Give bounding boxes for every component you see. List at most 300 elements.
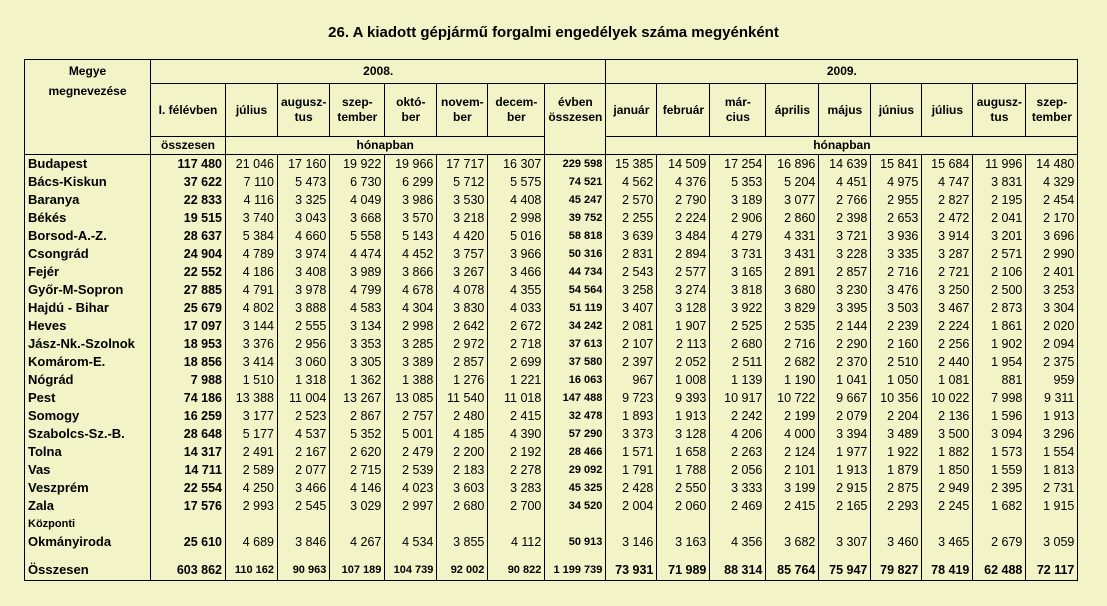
month-value-2009: 73 931 — [606, 551, 657, 581]
month-value-2008: 2 700 — [488, 497, 545, 515]
month-value-2009: 2 716 — [871, 263, 922, 281]
county-name — [25, 515, 151, 551]
year-total: 50 913 — [545, 515, 606, 551]
month-value-2009: 14 509 — [657, 155, 710, 174]
month-value-2008: 3 989 — [330, 263, 385, 281]
month-value-2009: 4 000 — [766, 425, 819, 443]
year-total: 50 316 — [545, 245, 606, 263]
table-row — [25, 245, 1078, 263]
month-value-2009: 3 296 — [1026, 425, 1078, 443]
month-value-2008: 5 177 — [226, 425, 278, 443]
month-value-2008: 4 049 — [330, 191, 385, 209]
month-value-2008: 90 822 — [488, 551, 545, 581]
month-value-2009: 2 081 — [606, 317, 657, 335]
month-value-2009: 3 395 — [819, 299, 871, 317]
month-value-2009: 2 550 — [657, 479, 710, 497]
month-value-2009: 2 680 — [710, 335, 766, 353]
month-value-2009: 3 307 — [819, 515, 871, 551]
month-value-2009: 2 242 — [710, 407, 766, 425]
month-value-2009: 1 190 — [766, 371, 819, 389]
month-value-2009: 3 059 — [1026, 515, 1078, 551]
month-value-2009: 1 596 — [973, 407, 1026, 425]
month-value-2008: 3 570 — [385, 209, 437, 227]
month-value-2008: 5 001 — [385, 425, 437, 443]
half-year-total: 17 576 — [151, 497, 226, 515]
month-value-2008: 3 177 — [226, 407, 278, 425]
month-2009-header: január — [606, 84, 657, 137]
month-value-2008: 4 689 — [226, 515, 278, 551]
table-row — [25, 515, 1078, 551]
month-value-2008: 5 473 — [278, 173, 330, 191]
month-value-2009: 1 913 — [657, 407, 710, 425]
county-name: Hajdú - Bihar — [25, 299, 151, 317]
month-value-2008: 3 389 — [385, 353, 437, 371]
month-value-2008: 4 799 — [330, 281, 385, 299]
month-value-2008: 2 491 — [226, 443, 278, 461]
month-value-2009: 4 329 — [1026, 173, 1078, 191]
month-value-2008: 3 325 — [278, 191, 330, 209]
month-value-2008: 5 352 — [330, 425, 385, 443]
month-value-2008: 1 318 — [278, 371, 330, 389]
month-value-2009: 2 790 — [657, 191, 710, 209]
month-2009-header: szep-tember — [1026, 84, 1078, 137]
half-year-total: 22 552 — [151, 263, 226, 281]
month-value-2009: 967 — [606, 371, 657, 389]
month-value-2009: 3 682 — [766, 515, 819, 551]
month-value-2008: 21 046 — [226, 155, 278, 174]
month-value-2009: 3 077 — [766, 191, 819, 209]
month-value-2009: 2 894 — [657, 245, 710, 263]
month-value-2009: 4 747 — [922, 173, 973, 191]
month-value-2008: 4 678 — [385, 281, 437, 299]
month-value-2009: 2 144 — [819, 317, 871, 335]
month-value-2008: 1 276 — [437, 371, 488, 389]
month-value-2009: 9 723 — [606, 389, 657, 407]
month-value-2009: 3 258 — [606, 281, 657, 299]
table-title: 26. A kiadott gépjármű forgalmi engedélyek száma megyénként — [328, 24, 779, 41]
month-value-2008: 13 085 — [385, 389, 437, 407]
month-value-2009: 4 562 — [606, 173, 657, 191]
month-value-2008: 2 699 — [488, 353, 545, 371]
month-value-2008: 110 162 — [226, 551, 278, 581]
month-2008-header: szep-tember — [330, 84, 385, 137]
month-value-2008: 11 540 — [437, 389, 488, 407]
month-value-2008: 2 642 — [437, 317, 488, 335]
month-value-2008: 4 474 — [330, 245, 385, 263]
half-year-total: 18 856 — [151, 353, 226, 371]
county-name-line: Okmányiroda — [28, 534, 112, 549]
month-value-2008: 17 160 — [278, 155, 330, 174]
month-value-2009: 2 041 — [973, 209, 1026, 227]
month-value-2009: 2 106 — [973, 263, 1026, 281]
month-value-2009: 2 060 — [657, 497, 710, 515]
month-value-2008: 4 534 — [385, 515, 437, 551]
month-value-2009: 2 682 — [766, 353, 819, 371]
month-value-2009: 3 829 — [766, 299, 819, 317]
month-value-2008: 4 267 — [330, 515, 385, 551]
month-value-2009: 1 658 — [657, 443, 710, 461]
month-value-2008: 19 922 — [330, 155, 385, 174]
month-value-2009: 2 716 — [766, 335, 819, 353]
month-value-2009: 3 228 — [819, 245, 871, 263]
month-value-2008: 4 112 — [488, 515, 545, 551]
month-value-2008: 2 480 — [437, 407, 488, 425]
month-2009-header: június — [871, 84, 922, 137]
month-value-2009: 3 128 — [657, 425, 710, 443]
month-value-2009: 2 195 — [973, 191, 1026, 209]
county-name: Veszprém — [25, 479, 151, 497]
month-value-2008: 5 558 — [330, 227, 385, 245]
month-value-2009: 2 052 — [657, 353, 710, 371]
month-value-2009: 1 554 — [1026, 443, 1078, 461]
month-value-2009: 2 199 — [766, 407, 819, 425]
month-value-2009: 2 290 — [819, 335, 871, 353]
county-name: Jász-Nk.-Szolnok — [25, 335, 151, 353]
month-value-2008: 3 466 — [278, 479, 330, 497]
month-value-2009: 2 079 — [819, 407, 871, 425]
month-value-2009: 1 081 — [922, 371, 973, 389]
county-name: Nógrád — [25, 371, 151, 389]
month-value-2008: 4 250 — [226, 479, 278, 497]
month-value-2008: 4 408 — [488, 191, 545, 209]
half-year-total: 27 885 — [151, 281, 226, 299]
month-value-2009: 2 370 — [819, 353, 871, 371]
year-total: 16 063 — [545, 371, 606, 389]
half-year-header: I. félévben — [151, 84, 226, 137]
county-name: Békés — [25, 209, 151, 227]
county-name: Vas — [25, 461, 151, 479]
year-total: 39 752 — [545, 209, 606, 227]
month-value-2009: 1 571 — [606, 443, 657, 461]
month-value-2008: 3 218 — [437, 209, 488, 227]
month-value-2009: 3 201 — [973, 227, 1026, 245]
year-total-spacer — [545, 137, 606, 155]
month-value-2009: 62 488 — [973, 551, 1026, 581]
month-value-2008: 3 978 — [278, 281, 330, 299]
month-value-2008: 2 415 — [488, 407, 545, 425]
month-value-2009: 5 353 — [710, 173, 766, 191]
month-value-2008: 5 575 — [488, 173, 545, 191]
month-value-2009: 4 279 — [710, 227, 766, 245]
month-value-2008: 3 285 — [385, 335, 437, 353]
month-value-2009: 3 914 — [922, 227, 973, 245]
year-total: 37 580 — [545, 353, 606, 371]
month-value-2008: 3 376 — [226, 335, 278, 353]
month-value-2009: 3 373 — [606, 425, 657, 443]
month-value-2009: 1 879 — [871, 461, 922, 479]
month-value-2008: 92 002 — [437, 551, 488, 581]
month-value-2008: 4 078 — [437, 281, 488, 299]
month-value-2009: 5 204 — [766, 173, 819, 191]
month-value-2009: 1 954 — [973, 353, 1026, 371]
table-row — [25, 425, 1078, 443]
month-value-2009: 1 788 — [657, 461, 710, 479]
half-year-total: 16 259 — [151, 407, 226, 425]
half-year-total: 25 679 — [151, 299, 226, 317]
month-value-2008: 4 355 — [488, 281, 545, 299]
month-value-2009: 4 376 — [657, 173, 710, 191]
year-total: 54 564 — [545, 281, 606, 299]
month-value-2008: 3 757 — [437, 245, 488, 263]
month-value-2009: 2 113 — [657, 335, 710, 353]
month-value-2008: 6 730 — [330, 173, 385, 191]
year-total: 34 242 — [545, 317, 606, 335]
month-value-2009: 1 893 — [606, 407, 657, 425]
month-value-2009: 2 160 — [871, 335, 922, 353]
month-value-2008: 13 267 — [330, 389, 385, 407]
month-value-2008: 11 004 — [278, 389, 330, 407]
table-row — [25, 407, 1078, 425]
half-year-total: 14 317 — [151, 443, 226, 461]
year-total: 74 521 — [545, 173, 606, 191]
month-value-2008: 4 537 — [278, 425, 330, 443]
month-value-2009: 2 721 — [922, 263, 973, 281]
year-total: 37 613 — [545, 335, 606, 353]
table-row — [25, 209, 1078, 227]
month-value-2008: 90 963 — [278, 551, 330, 581]
month-value-2009: 1 882 — [922, 443, 973, 461]
month-value-2009: 4 331 — [766, 227, 819, 245]
month-value-2008: 3 283 — [488, 479, 545, 497]
month-value-2009: 3 818 — [710, 281, 766, 299]
month-value-2008: 4 185 — [437, 425, 488, 443]
month-value-2009: 3 489 — [871, 425, 922, 443]
table-row — [25, 227, 1078, 245]
month-value-2009: 2 293 — [871, 497, 922, 515]
table-row — [25, 389, 1078, 407]
table-row — [25, 317, 1078, 335]
year-total: 28 466 — [545, 443, 606, 461]
month-value-2008: 5 384 — [226, 227, 278, 245]
half-year-total: 37 622 — [151, 173, 226, 191]
half-year-total: 603 862 — [151, 551, 226, 581]
month-value-2009: 2 165 — [819, 497, 871, 515]
month-value-2008: 3 144 — [226, 317, 278, 335]
table-row — [25, 479, 1078, 497]
month-value-2008: 2 545 — [278, 497, 330, 515]
month-value-2009: 3 163 — [657, 515, 710, 551]
county-name-line: Központi — [28, 518, 76, 530]
month-value-2009: 2 170 — [1026, 209, 1078, 227]
month-value-2008: 2 192 — [488, 443, 545, 461]
month-value-2008: 4 420 — [437, 227, 488, 245]
month-value-2009: 2 570 — [606, 191, 657, 209]
month-value-2009: 1 050 — [871, 371, 922, 389]
month-value-2009: 1 139 — [710, 371, 766, 389]
month-value-2009: 3 250 — [922, 281, 973, 299]
table-row — [25, 299, 1078, 317]
month-value-2009: 2 004 — [606, 497, 657, 515]
month-value-2008: 2 867 — [330, 407, 385, 425]
month-value-2008: 2 589 — [226, 461, 278, 479]
month-value-2009: 2 056 — [710, 461, 766, 479]
month-value-2008: 5 016 — [488, 227, 545, 245]
month-value-2008: 13 388 — [226, 389, 278, 407]
month-value-2008: 19 966 — [385, 155, 437, 174]
month-value-2009: 2 256 — [922, 335, 973, 353]
half-year-total: 74 186 — [151, 389, 226, 407]
month-value-2008: 3 267 — [437, 263, 488, 281]
megnevezese-header: megnevezése — [25, 84, 151, 137]
megye-header: Megye — [25, 60, 151, 84]
county-name: Győr-M-Sopron — [25, 281, 151, 299]
month-value-2008: 3 974 — [278, 245, 330, 263]
month-value-2008: 2 857 — [437, 353, 488, 371]
month-2008-header: novem-ber — [437, 84, 488, 137]
month-value-2009: 9 311 — [1026, 389, 1078, 407]
month-value-2008: 2 183 — [437, 461, 488, 479]
month-value-2009: 3 230 — [819, 281, 871, 299]
county-name: Somogy — [25, 407, 151, 425]
month-value-2009: 2 857 — [819, 263, 871, 281]
month-value-2008: 2 555 — [278, 317, 330, 335]
year-total: 229 598 — [545, 155, 606, 174]
month-value-2009: 1 008 — [657, 371, 710, 389]
osszesen-header: összesen — [151, 137, 226, 155]
month-value-2008: 3 043 — [278, 209, 330, 227]
month-value-2009: 4 356 — [710, 515, 766, 551]
month-value-2008: 2 998 — [488, 209, 545, 227]
month-value-2009: 3 274 — [657, 281, 710, 299]
month-value-2009: 75 947 — [819, 551, 871, 581]
month-value-2009: 3 731 — [710, 245, 766, 263]
month-value-2008: 2 200 — [437, 443, 488, 461]
month-value-2009: 3 431 — [766, 245, 819, 263]
month-value-2009: 2 415 — [766, 497, 819, 515]
table-row — [25, 353, 1078, 371]
month-value-2009: 1 559 — [973, 461, 1026, 479]
month-value-2008: 4 789 — [226, 245, 278, 263]
month-value-2009: 3 128 — [657, 299, 710, 317]
county-name: Pest — [25, 389, 151, 407]
month-value-2009: 2 860 — [766, 209, 819, 227]
half-year-total: 22 554 — [151, 479, 226, 497]
month-value-2009: 3 189 — [710, 191, 766, 209]
half-year-total: 28 648 — [151, 425, 226, 443]
month-value-2009: 2 124 — [766, 443, 819, 461]
month-value-2009: 78 419 — [922, 551, 973, 581]
month-value-2009: 3 922 — [710, 299, 766, 317]
month-value-2009: 2 136 — [922, 407, 973, 425]
county-name: Szabolcs-Sz.-B. — [25, 425, 151, 443]
month-value-2009: 1 791 — [606, 461, 657, 479]
month-value-2008: 2 998 — [385, 317, 437, 335]
month-value-2009: 2 263 — [710, 443, 766, 461]
month-value-2009: 2 224 — [657, 209, 710, 227]
month-value-2009: 3 199 — [766, 479, 819, 497]
month-value-2009: 2 906 — [710, 209, 766, 227]
month-value-2008: 1 388 — [385, 371, 437, 389]
month-value-2009: 7 998 — [973, 389, 1026, 407]
month-value-2008: 4 583 — [330, 299, 385, 317]
month-value-2009: 4 975 — [871, 173, 922, 191]
year-total: 1 199 739 — [545, 551, 606, 581]
month-2008-header: októ-ber — [385, 84, 437, 137]
half-year-total: 28 637 — [151, 227, 226, 245]
month-value-2009: 2 827 — [922, 191, 973, 209]
month-value-2009: 2 020 — [1026, 317, 1078, 335]
month-value-2009: 1 922 — [871, 443, 922, 461]
month-value-2009: 2 873 — [973, 299, 1026, 317]
month-value-2009: 3 465 — [922, 515, 973, 551]
table-row — [25, 461, 1078, 479]
month-value-2009: 2 653 — [871, 209, 922, 227]
month-value-2008: 2 672 — [488, 317, 545, 335]
half-year-total: 17 097 — [151, 317, 226, 335]
month-value-2009: 14 639 — [819, 155, 871, 174]
year-total-header: évben összesen — [545, 84, 606, 137]
month-value-2009: 1 977 — [819, 443, 871, 461]
month-value-2009: 881 — [973, 371, 1026, 389]
month-value-2008: 2 620 — [330, 443, 385, 461]
month-value-2009: 2 398 — [819, 209, 871, 227]
half-year-total: 7 988 — [151, 371, 226, 389]
month-value-2008: 3 414 — [226, 353, 278, 371]
month-value-2009: 10 917 — [710, 389, 766, 407]
month-value-2009: 3 500 — [922, 425, 973, 443]
month-value-2008: 3 029 — [330, 497, 385, 515]
month-value-2008: 2 972 — [437, 335, 488, 353]
honapban-2009-header: hónapban — [606, 137, 1078, 155]
month-value-2009: 15 684 — [922, 155, 973, 174]
month-value-2009: 14 480 — [1026, 155, 1078, 174]
month-value-2008: 4 146 — [330, 479, 385, 497]
month-value-2009: 2 454 — [1026, 191, 1078, 209]
month-value-2008: 2 993 — [226, 497, 278, 515]
month-value-2009: 2 875 — [871, 479, 922, 497]
month-value-2008: 3 888 — [278, 299, 330, 317]
county-name: Komárom-E. — [25, 353, 151, 371]
month-value-2009: 2 766 — [819, 191, 871, 209]
month-value-2008: 4 452 — [385, 245, 437, 263]
month-value-2009: 2 397 — [606, 353, 657, 371]
month-value-2008: 3 603 — [437, 479, 488, 497]
year-total: 29 092 — [545, 461, 606, 479]
month-value-2009: 2 472 — [922, 209, 973, 227]
county-name: Csongrád — [25, 245, 151, 263]
month-value-2009: 10 722 — [766, 389, 819, 407]
month-value-2009: 2 571 — [973, 245, 1026, 263]
month-value-2009: 3 165 — [710, 263, 766, 281]
table-row — [25, 443, 1078, 461]
month-value-2009: 2 949 — [922, 479, 973, 497]
empty-header — [25, 137, 151, 155]
month-value-2009: 3 407 — [606, 299, 657, 317]
month-value-2008: 3 966 — [488, 245, 545, 263]
month-value-2008: 4 660 — [278, 227, 330, 245]
month-value-2009: 2 510 — [871, 353, 922, 371]
table-row — [25, 155, 1078, 174]
month-value-2009: 16 896 — [766, 155, 819, 174]
month-value-2009: 2 915 — [819, 479, 871, 497]
year-2008-header: 2008. — [151, 60, 606, 84]
month-value-2009: 959 — [1026, 371, 1078, 389]
month-value-2008: 16 307 — [488, 155, 545, 174]
month-value-2009: 72 117 — [1026, 551, 1078, 581]
month-value-2008: 3 530 — [437, 191, 488, 209]
year-total: 51 119 — [545, 299, 606, 317]
month-2009-header: április — [766, 84, 819, 137]
month-value-2009: 2 731 — [1026, 479, 1078, 497]
month-value-2009: 3 394 — [819, 425, 871, 443]
year-total: 45 247 — [545, 191, 606, 209]
month-value-2009: 10 022 — [922, 389, 973, 407]
month-value-2008: 4 186 — [226, 263, 278, 281]
table-row — [25, 371, 1078, 389]
month-value-2009: 4 451 — [819, 173, 871, 191]
table-row — [25, 335, 1078, 353]
month-value-2009: 3 503 — [871, 299, 922, 317]
